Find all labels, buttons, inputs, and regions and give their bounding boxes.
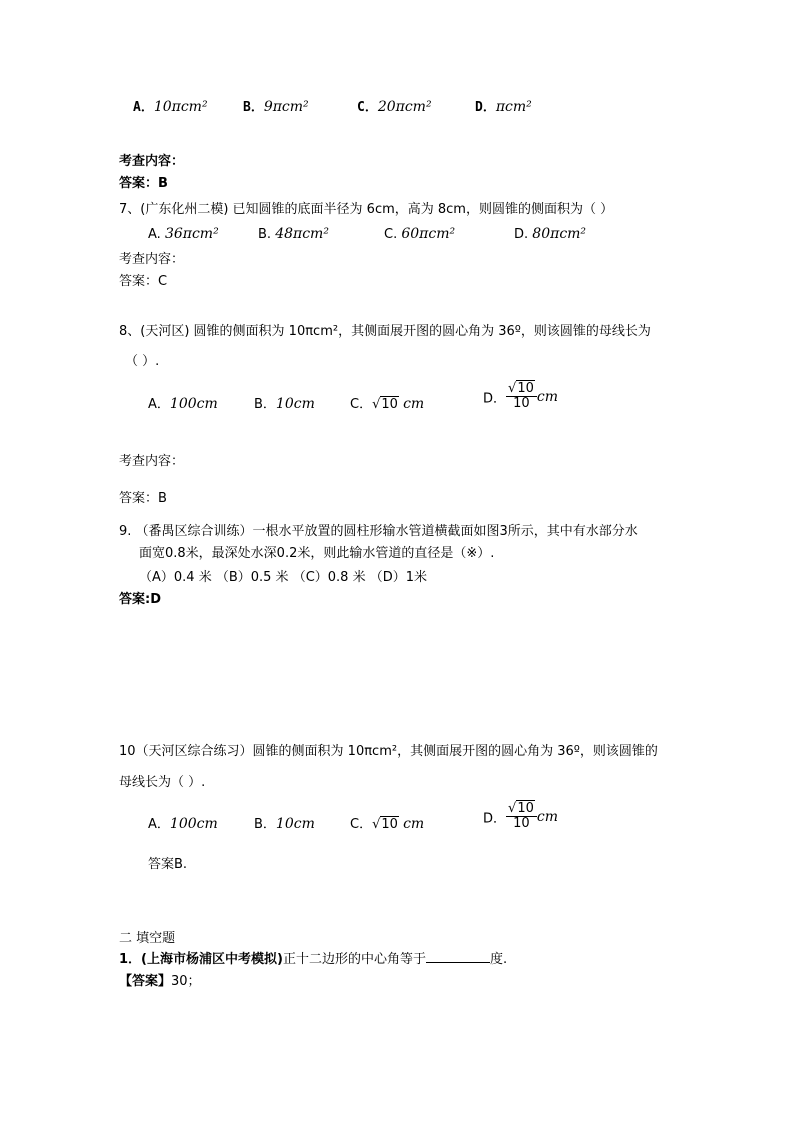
q7-option-d-label: D.	[514, 227, 529, 242]
q6-option-a-label: A．	[133, 100, 154, 115]
q10-option-c	[350, 813, 424, 832]
q8-option-c-sqrt: √10	[372, 397, 398, 412]
section2-q1	[119, 948, 507, 967]
q8-option-b-value: 10cm	[275, 396, 315, 412]
q8-option-d-fraction	[506, 382, 537, 412]
q6-options	[133, 96, 208, 115]
q10-option-a-label: A．	[148, 817, 170, 832]
q6-answer: 答案：B	[119, 176, 168, 191]
q8-stem-cont: （ ）.	[125, 354, 160, 369]
q10-option-b	[254, 813, 315, 832]
q10-option-d-num-radicand: 10	[517, 801, 534, 816]
q8-option-c-radicand: 10	[381, 397, 398, 412]
section2-q1-source: (上海市杨浦区中考模拟)	[141, 952, 283, 967]
q10-stem: 10（天河区综合练习）圆锥的侧面积为 10πcm²，其侧面展开图的圆心角为 36º，则该圆锥的	[119, 744, 658, 759]
q10-option-d-numerator: √10	[506, 802, 537, 817]
q10-option-d-label: D．	[483, 811, 507, 827]
q8-option-c-label: C．	[350, 397, 373, 412]
q7-option-c-value: 60πcm²	[401, 226, 456, 242]
q8-option-d-denominator: 10	[513, 396, 530, 412]
q7-kaocha: 考查内容：	[119, 252, 185, 267]
q10-option-c-label: C．	[350, 817, 373, 832]
q7-answer: 答案：C	[119, 274, 168, 289]
q10-option-a-value: 100cm	[169, 816, 218, 832]
q6-option-c-label: C．	[357, 100, 378, 115]
q10-answer: 答案B.	[148, 857, 188, 872]
q10-option-d-denominator: 10	[513, 816, 530, 832]
q8-option-d	[483, 382, 558, 412]
q10-option-b-label: B．	[254, 817, 276, 832]
q9-options: （A）0.4 米 （B）0.5 米 （C）0.8 米 （D）1米	[139, 570, 427, 585]
q9-stem: 9. （番禺区综合训练）一根水平放置的圆柱形输水管道横截面如图3所示，其中有水部分水	[119, 524, 638, 539]
q6-option-d-label: D．	[475, 100, 496, 115]
q8-option-b	[254, 393, 315, 412]
q6-option-b-value: 9πcm²	[263, 99, 309, 115]
section2-answer-value: 30；	[171, 974, 201, 989]
q8-option-d-numerator: √10	[506, 382, 537, 397]
q8-stem: 8、(天河区) 圆锥的侧面积为 10πcm²，其侧面展开图的圆心角为 36º，则该圆锥的母线长为	[119, 324, 651, 339]
q7-option-d-value: 80πcm²	[532, 226, 587, 242]
q6-kaocha: 考查内容：	[119, 154, 185, 169]
section2-q1-blank	[426, 950, 490, 963]
q6-option-c-value: 20πcm²	[377, 99, 432, 115]
q10-option-d-fraction	[506, 802, 537, 832]
section2-answer-tag: 【答案】	[119, 974, 172, 989]
q8-option-d-label: D．	[483, 391, 507, 407]
q7-option-d	[514, 226, 586, 242]
q10-option-c-radicand: 10	[381, 817, 398, 832]
q7-option-b	[258, 226, 329, 242]
q8-option-b-label: B．	[254, 397, 276, 412]
q6-option-d-value: πcm²	[495, 99, 532, 115]
q10-option-d	[483, 802, 558, 832]
q7-option-c-label: C.	[384, 227, 398, 242]
q8-option-a-value: 100cm	[169, 396, 218, 412]
q10-option-a	[148, 813, 218, 832]
q10-option-c-sqrt: √10	[372, 817, 398, 832]
q10-option-c-unit: cm	[403, 816, 425, 832]
q8-option-d-num-radicand: 10	[517, 381, 534, 396]
q9-answer: 答案:D	[119, 592, 161, 607]
q9-stem-cont: 面宽0.8米，最深处水深0.2米，则此输水管道的直径是（※）.	[139, 546, 495, 561]
q7-option-a-label: A.	[148, 227, 161, 242]
q8-option-d-unit: cm	[536, 388, 558, 405]
q6-option-a-value: 10πcm²	[153, 99, 208, 115]
q10-stem-cont: 母线长为（ ）.	[119, 775, 206, 790]
q8-option-c-unit: cm	[403, 396, 425, 412]
section2-q1-text: 正十二边形的中心角等于	[282, 952, 426, 967]
q8-answer: 答案：B	[119, 491, 167, 506]
q10-option-b-value: 10cm	[275, 816, 315, 832]
q6-option-c	[357, 96, 432, 115]
section2-heading: 二 填空题	[119, 931, 176, 946]
q7-option-c	[384, 226, 455, 242]
q6-option-d	[475, 96, 532, 115]
q6-option-b	[243, 96, 309, 115]
q7-option-b-label: B.	[258, 227, 272, 242]
q7-stem: 7、(广东化州二模) 已知圆锥的底面半径为 6cm，高为 8cm，则圆锥的侧面积为（ ）	[119, 202, 614, 217]
q8-option-a-label: A．	[148, 397, 170, 412]
q8-option-a	[148, 393, 218, 412]
section2-q1-end: 度.	[489, 952, 508, 967]
q8-kaocha: 考查内容：	[119, 454, 185, 469]
q10-option-d-unit: cm	[536, 808, 558, 825]
q7-option-a-value: 36πcm²	[164, 226, 219, 242]
section2-q1-num: 1．	[119, 952, 142, 967]
section2-answer	[119, 970, 201, 989]
q8-option-c	[350, 393, 424, 412]
q6-option-b-label: B．	[243, 100, 264, 115]
q7-option-a	[148, 226, 219, 242]
q7-option-b-value: 48πcm²	[275, 226, 329, 242]
